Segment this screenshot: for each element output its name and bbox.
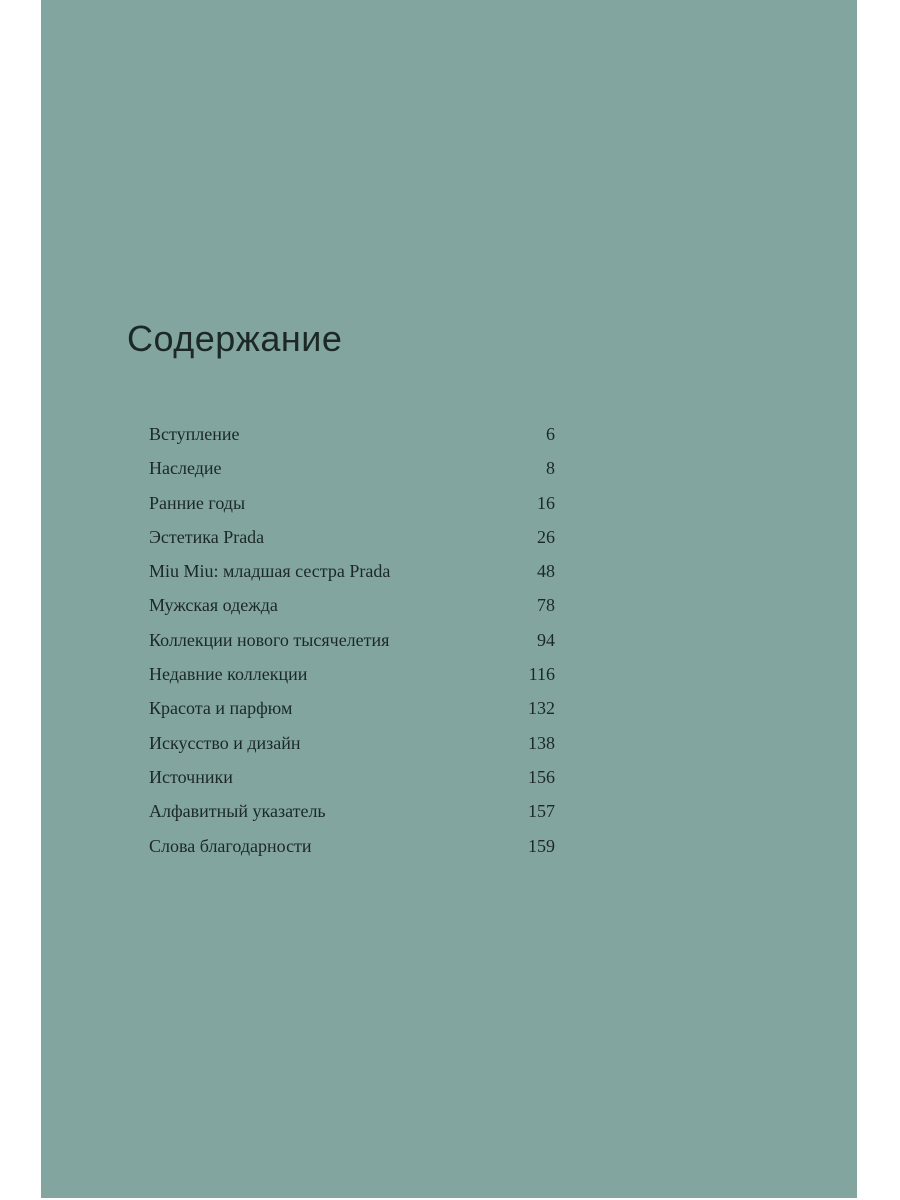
toc-entry-page-number: 6 xyxy=(546,424,555,444)
toc-entry-title: Источники xyxy=(149,766,233,787)
toc-entry xyxy=(149,801,555,835)
toc-entry xyxy=(149,424,555,458)
toc-entry xyxy=(149,733,555,767)
toc-entry-title: Красота и парфюм xyxy=(149,698,293,719)
toc-entry-title: Мужская одежда xyxy=(149,595,278,616)
toc-entry-title: Ранние годы xyxy=(149,492,246,513)
toc-entry-page-number: 157 xyxy=(528,801,555,822)
toc-entry-page-number: 48 xyxy=(537,561,555,582)
toc-entry-page-number: 8 xyxy=(546,458,555,479)
toc-entry-title: Miu Miu: младшая сестра Prada xyxy=(149,561,391,582)
toc-entry-page-number: 94 xyxy=(537,629,555,650)
toc-entry-title: Недавние коллекции xyxy=(149,664,308,685)
toc-entry xyxy=(149,527,555,561)
toc-entry-title: Коллекции нового тысячелетия xyxy=(149,629,390,650)
book-page xyxy=(41,0,857,1198)
page-title: Содержание xyxy=(127,318,343,359)
toc-entry-page-number: 26 xyxy=(537,526,555,547)
toc-entry-title: Наследие xyxy=(149,458,222,479)
toc-entry-title: Вступление xyxy=(149,424,240,444)
toc-entry xyxy=(149,595,555,629)
toc-entry xyxy=(149,767,555,801)
toc-entry-title: Эстетика Prada xyxy=(149,526,265,547)
toc-entry-page-number: 132 xyxy=(528,698,555,719)
toc-entry xyxy=(149,493,555,527)
toc-entry xyxy=(149,836,555,870)
toc-entry xyxy=(149,630,555,664)
toc-entry xyxy=(149,698,555,732)
toc-entry-page-number: 78 xyxy=(537,595,555,616)
toc-entry xyxy=(149,664,555,698)
toc-entry xyxy=(149,561,555,595)
toc-entry-page-number: 156 xyxy=(528,766,555,787)
toc-entry-page-number: 138 xyxy=(528,732,555,753)
table-of-contents xyxy=(149,424,555,870)
toc-entry xyxy=(149,458,555,492)
toc-entry-page-number: 116 xyxy=(528,664,555,685)
toc-entry-page-number: 159 xyxy=(528,835,555,856)
toc-entry-page-number: 16 xyxy=(537,492,555,513)
toc-entry-title: Искусство и дизайн xyxy=(149,732,301,753)
toc-entry-title: Слова благодарности xyxy=(149,835,312,856)
toc-entry-title: Алфавитный указатель xyxy=(149,801,326,822)
